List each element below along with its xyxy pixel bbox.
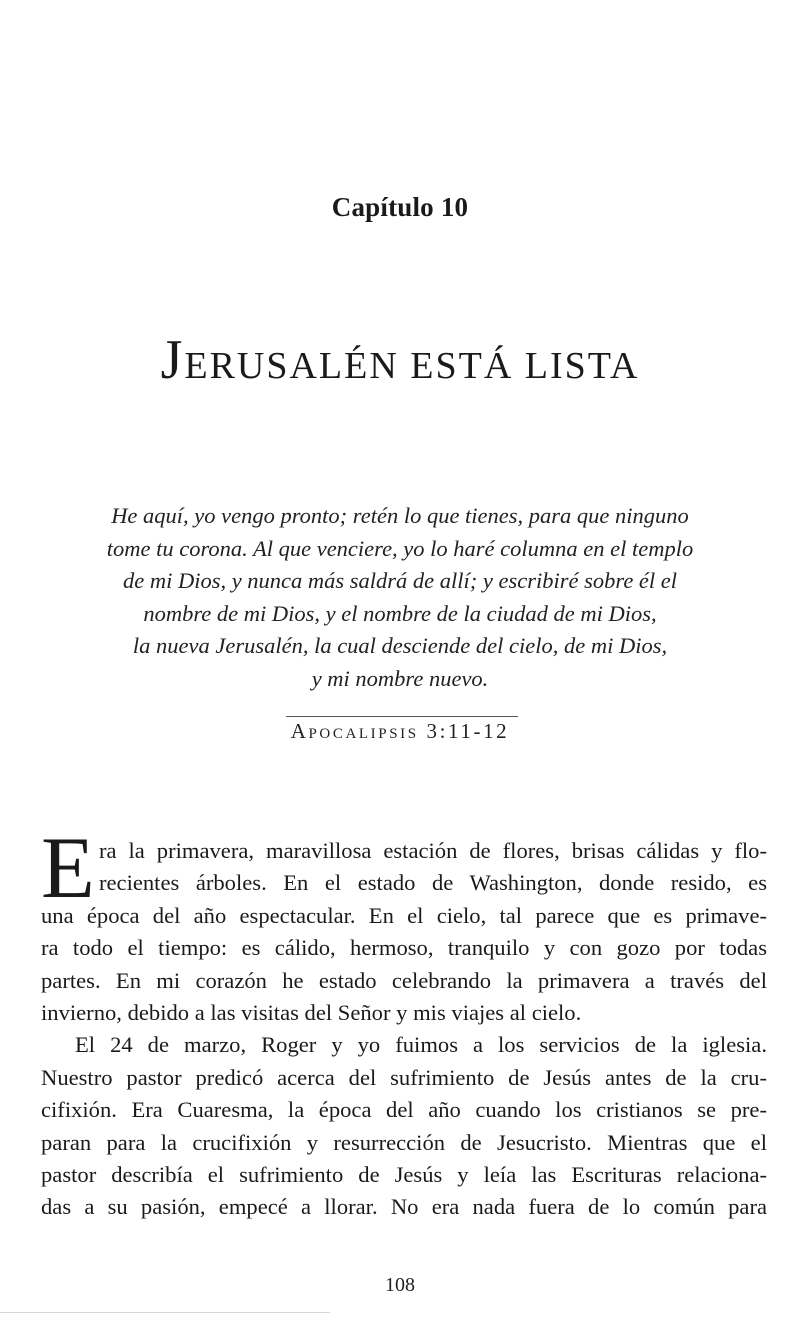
- chapter-title-rest: ERUSALÉN ESTÁ LISTA: [184, 345, 640, 387]
- body-line: Nuestro pastor predicó acerca del sufrimiento de Jesús antes de la cru-: [41, 1064, 767, 1090]
- body-line: cifixión. Era Cuaresma, la época del año cuando los cristianos se pre-: [41, 1097, 767, 1123]
- epigraph-line: y mi nombre nuevo.: [311, 665, 489, 691]
- body-line: una época del año espectacular. En el cielo, tal parece que es primave-: [41, 902, 767, 928]
- drop-cap: E: [41, 820, 95, 917]
- body-line: partes. En mi corazón he estado celebrando la primavera a través del: [41, 967, 767, 993]
- chapter-label: Capítulo 10: [331, 192, 469, 222]
- epigraph-line: nombre de mi Dios, y el nombre de la ciudad de mi Dios,: [143, 600, 657, 626]
- chapter-title: [0, 328, 800, 392]
- body-line: recientes árboles. En el estado de Washington, donde resido, es: [99, 870, 767, 896]
- body-line: ra la primavera, maravillosa estación de flores, brisas cálidas y flo-: [99, 838, 767, 863]
- chapter-title-initial: J: [160, 329, 185, 391]
- body-line: ra todo el tiempo: es cálido, hermoso, tranquilo y con gozo por todas: [41, 935, 767, 961]
- epigraph-line: de mi Dios, y nunca más saldrá de allí; y escribiré sobre él el: [122, 568, 678, 594]
- body-line: El 24 de marzo, Roger y yo fuimos a los servicios de la iglesia.: [75, 1032, 767, 1058]
- epigraph-line: He aquí, yo vengo pronto; retén lo que tienes, para que ninguno: [111, 503, 689, 528]
- scan-edge-line: [0, 1312, 330, 1313]
- body-line: pastor describía el sufrimiento de Jesús y leía las Escrituras relaciona-: [41, 1162, 767, 1188]
- page-number: 108: [385, 1274, 415, 1296]
- body-line: das a su pasión, empecé a llorar. No era nada fuera de lo común para: [41, 1194, 767, 1220]
- citation-rule: [286, 716, 518, 717]
- epigraph-line: tome tu corona. Al que venciere, yo lo haré columna en el templo: [106, 535, 694, 561]
- epigraph-citation: Apocalipsis 3:11-12: [290, 719, 510, 743]
- body-line: invierno, debido a las visitas del Señor y mis viajes al cielo.: [41, 1000, 582, 1026]
- epigraph: [60, 500, 740, 696]
- body-text: [41, 835, 767, 1224]
- body-line: paran para la crucifixión y resurrección de Jesucristo. Mientras que el: [41, 1129, 767, 1155]
- epigraph-line: la nueva Jerusalén, la cual desciende del cielo, de mi Dios,: [132, 633, 668, 659]
